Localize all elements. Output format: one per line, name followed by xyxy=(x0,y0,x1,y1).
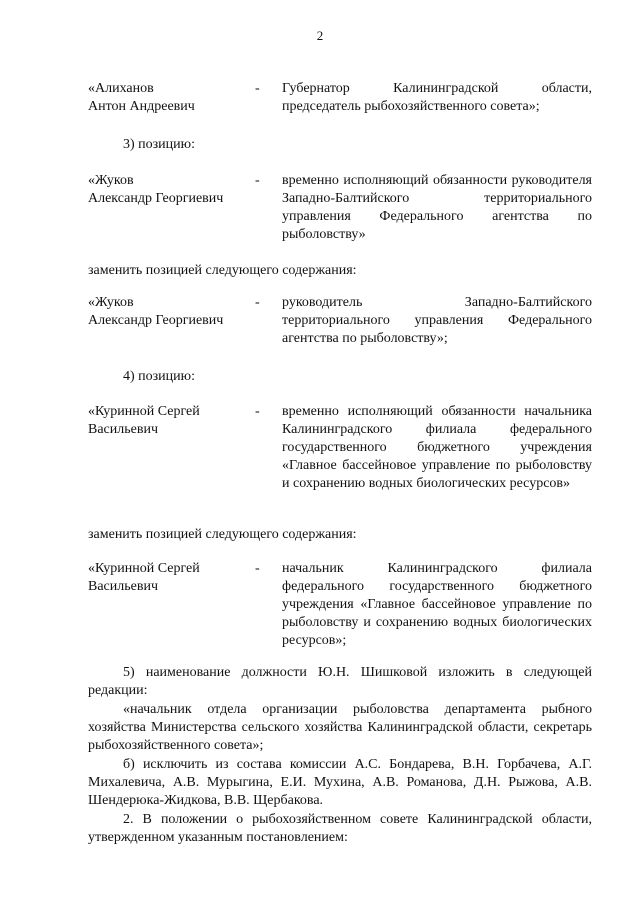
entry-dash: - xyxy=(255,81,260,96)
paragraph-2: 2. В положении о рыбохозяйственном совете Калининградской области, утвержденном указанным постановлением: xyxy=(88,812,592,845)
entry-dash: - xyxy=(255,404,260,419)
entry-dash: - xyxy=(255,561,260,576)
paragraph-6: б) исключить из состава комиссии А.С. Бондарева, В.Н. Горбачева, А.Г. Михалевича, А.В. Мурыгина, Е.И. Мухина, А.В. Романова, Д.Н. Рыжова, А.В. Шендерюка-Жидкова, В.В. Щербакова. xyxy=(88,757,592,808)
entry-description: руководитель Западно-Балтийского территориального управления Федерального агентства по рыболовству»; xyxy=(282,295,592,346)
page-number: 2 xyxy=(316,28,324,43)
entry-description: начальник Калининградского филиала федерального государственного бюджетного учреждения «Главное бассейновое управление по рыболовству и сохранению водных биологических ресурсов»; xyxy=(282,561,592,648)
replace-label-2: заменить позицией следующего содержания: xyxy=(88,527,357,542)
entry-dash: - xyxy=(255,173,260,188)
position-4-label: 4) позицию: xyxy=(123,369,196,384)
entry-name: «Жуков Александр Георгиевич xyxy=(88,295,224,328)
entry-description: временно исполняющий обязанности руководителя Западно-Балтийского территориального управления Федерального агентства по рыболовству» xyxy=(282,173,592,242)
entry-name: «Алиханов Антон Андреевич xyxy=(88,81,195,114)
entry-description: Губернатор Калининградской области, председатель рыбохозяйственного совета»; xyxy=(282,81,592,114)
entry-name: «Куринной Сергей Васильевич xyxy=(88,561,200,594)
entry-description: временно исполняющий обязанности начальника Калининградского филиала федерального государственного бюджетного учреждения «Главное бассейновое управление по рыболовству и сохранению водных биологических ресурсов» xyxy=(282,404,592,491)
entry-name: «Жуков Александр Георгиевич xyxy=(88,173,224,206)
position-3-label: 3) позицию: xyxy=(123,137,196,152)
replace-label-1: заменить позицией следующего содержания: xyxy=(88,263,357,278)
entry-dash: - xyxy=(255,295,260,310)
entry-name: «Куринной Сергей Васильевич xyxy=(88,404,200,437)
paragraph-5-quote: «начальник отдела организации рыболовства департамента рыбного хозяйства Министерства сельского хозяйства Калининградской области, секретарь рыбохозяйственного совета»; xyxy=(88,702,592,753)
paragraph-5: 5) наименование должности Ю.Н. Шишковой изложить в следующей редакции: xyxy=(88,665,592,698)
